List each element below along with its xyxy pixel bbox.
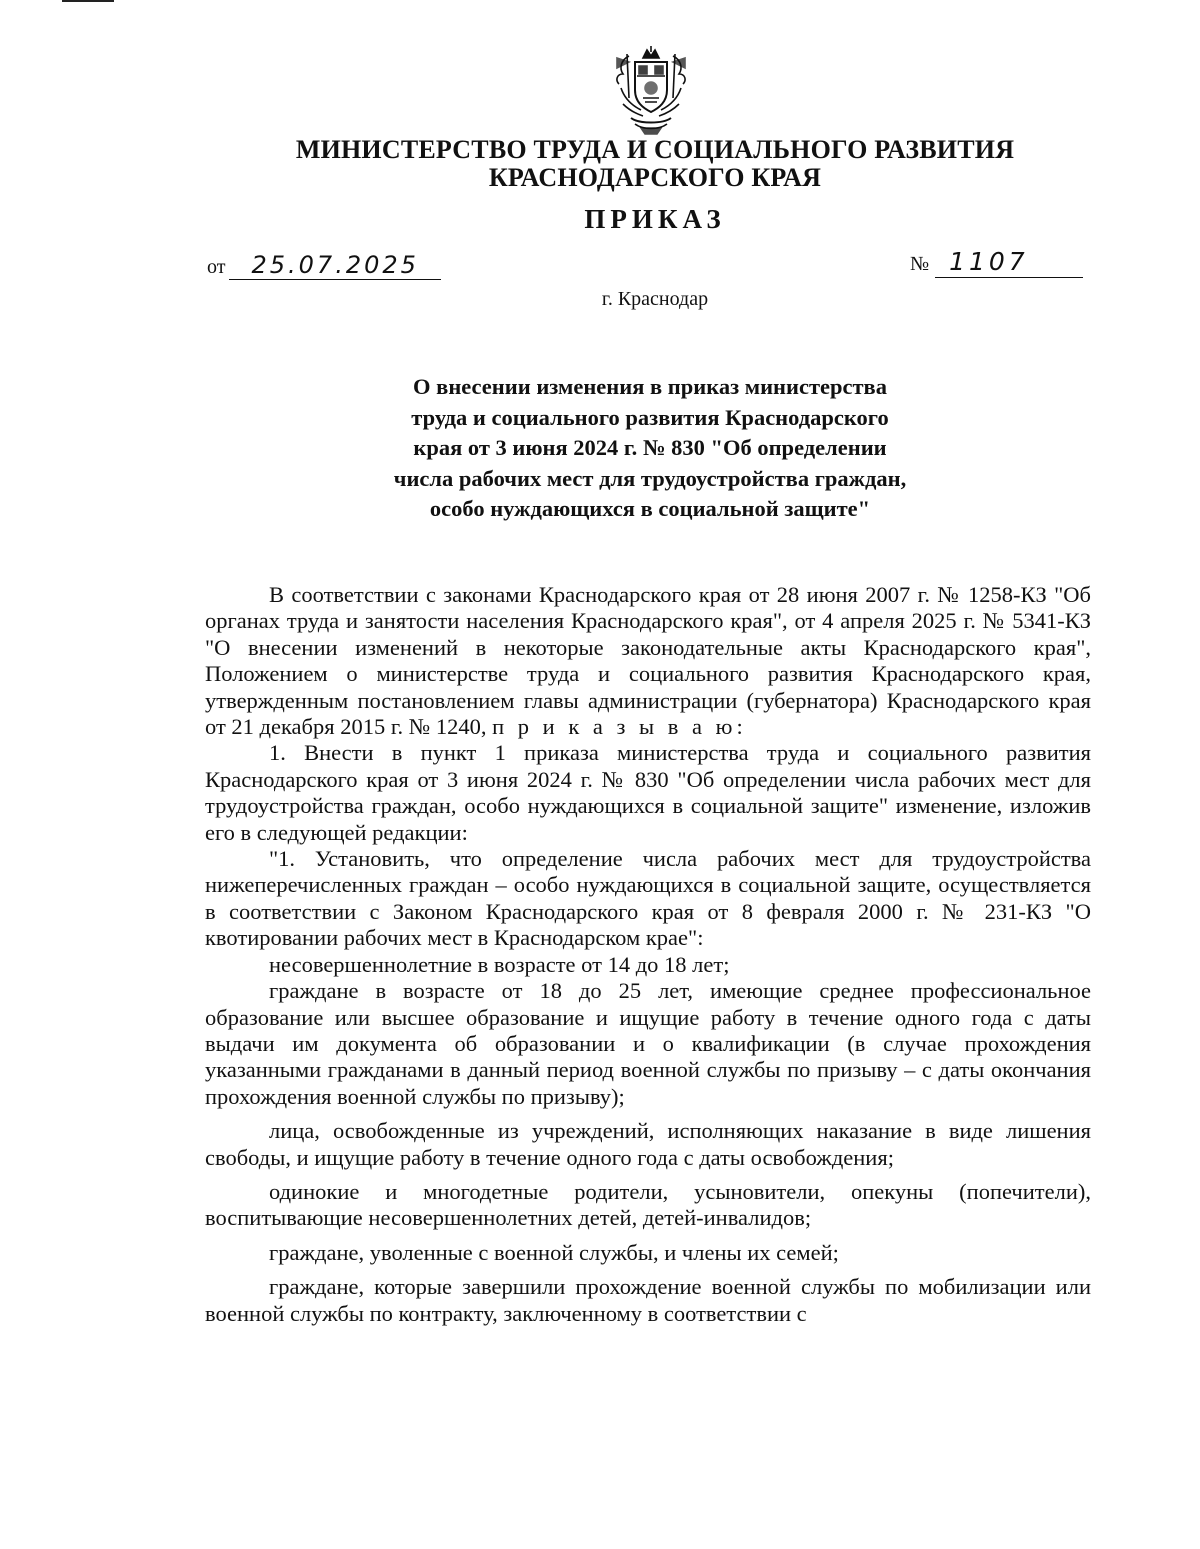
subject-line: числа рабочих мест для трудоустройства граждан, xyxy=(393,465,907,491)
subject-line: труда и социального развития Краснодарского xyxy=(411,404,889,430)
subject-line: особо нуждающихся в социальной защите" xyxy=(429,496,871,521)
subject-line: края от 3 июня 2024 г. № 830 "Об определении xyxy=(413,435,887,460)
order-date xyxy=(207,252,441,280)
category-paragraph: граждане, уволенные с военной службы, и члены их семей; xyxy=(269,1239,839,1265)
order-number xyxy=(910,248,1083,278)
category-paragraph: одинокие и многодетные родители, усыновители, опекуны (попечители), воспитывающие несовершеннолетних детей, детей-инвалидов; xyxy=(205,1178,1091,1231)
scan-edge-mark xyxy=(62,0,114,2)
number-prefix: № xyxy=(910,253,930,275)
number-value-handwritten: 1107 xyxy=(935,248,1083,278)
item-1-paragraph: 1. Внести в пункт 1 приказа министерства труда и социального развития Краснодарского края от 3 июня 2024 г. № 830 "Об определении числа рабочих мест для трудоустройства граждан, особо нуждающихся в социальной защите" изменение, изложив его в следующей редакции: xyxy=(205,740,1091,845)
order-title: ПРИКАЗ xyxy=(584,204,726,234)
preamble-text: В соответствии с законами Краснодарского края от 28 июня 2007 г. № 1258-КЗ "Об органах труда и занятости населения Краснодарского края", от 4 апреля 2025 г. № 5341-КЗ "О внесении изменений в некоторые законодательные акты Краснодарского края", Положением о министерстве труда и социального развития Краснодарского края, утвержденным постановлением главы администрации (губернатора) Краснодарского края от 21 декабря 2015 г. № 1240, xyxy=(205,582,1091,740)
preamble-paragraph xyxy=(205,582,1091,740)
city: г. Краснодар xyxy=(601,288,709,310)
date-prefix: от xyxy=(207,256,226,278)
item-1-quote-paragraph: "1. Установить, что определение числа рабочих мест для трудоустройства нижеперечисленных граждан – особо нуждающихся в социальной защите, осуществляется в соответствии с Законом Краснодарского края от 8 февраля 2000 г. № 231-КЗ "О квотировании рабочих мест в Краснодарском крае": xyxy=(205,846,1091,951)
coat-of-arms-emblem xyxy=(603,44,699,136)
order-subject xyxy=(300,372,1000,525)
order-body xyxy=(205,582,1091,1327)
order-word: п р и к а з ы в а ю: xyxy=(492,714,747,740)
category-paragraph: граждане, которые завершили прохождение военной службы по мобилизации или военной службы по контракту, заключенному в соответствии с xyxy=(205,1274,1091,1326)
category-paragraph: граждане в возрасте от 18 до 25 лет, имеющие среднее профессиональное образование или высшее образование и ищущие работу в течение одного года с даты выдачи им документа об образовании и о квалификации (в случае прохождения указанными гражданами в данный период военной службы по призыву – с даты окончания прохождения военной службы по призыву); xyxy=(205,978,1091,1109)
category-paragraph: несовершеннолетние в возрасте от 14 до 18 лет; xyxy=(269,951,730,977)
subject-line: О внесении изменения в приказ министерства xyxy=(413,374,887,399)
ministry-name-line2: КРАСНОДАРСКОГО КРАЯ xyxy=(488,163,822,192)
date-value-handwritten: 25.07.2025 xyxy=(229,252,441,280)
category-paragraph: лица, освобожденные из учреждений, исполняющих наказание в виде лишения свободы, и ищущие работу в течение одного года с даты освобождения; xyxy=(205,1118,1091,1170)
ministry-name-line1: МИНИСТЕРСТВО ТРУДА И СОЦИАЛЬНОГО РАЗВИТИЯ xyxy=(295,135,1015,164)
ministry-name xyxy=(0,136,1200,192)
